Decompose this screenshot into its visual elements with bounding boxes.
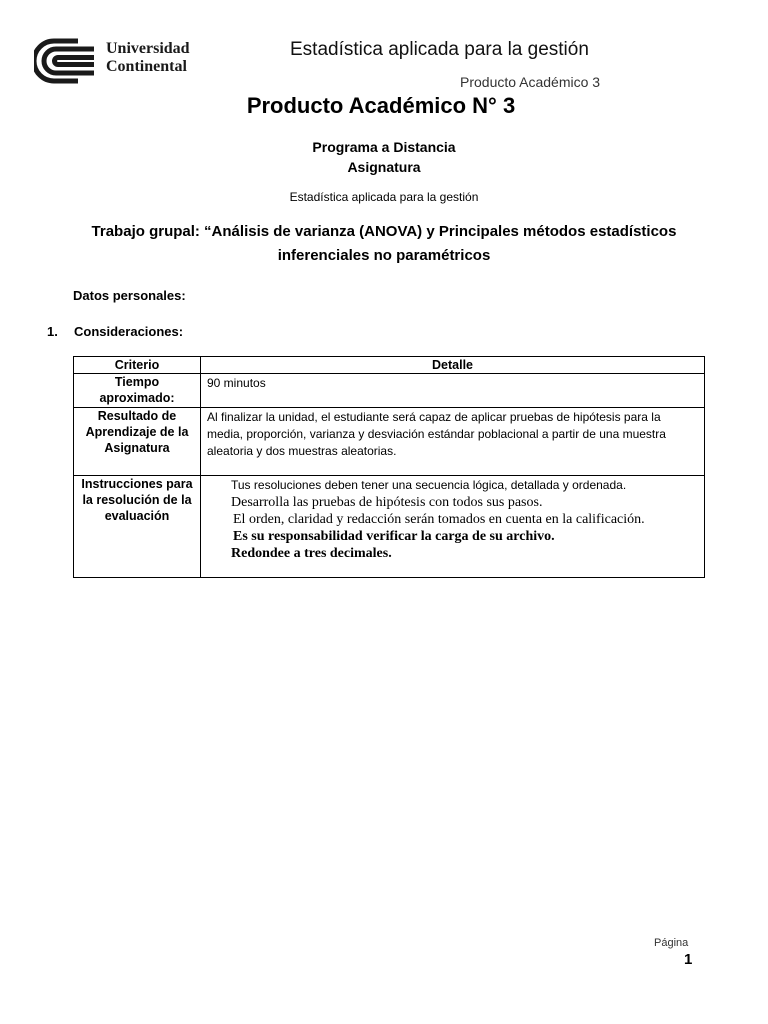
page-label: Página (654, 937, 689, 949)
program-block (0, 137, 768, 177)
table-row (74, 374, 705, 408)
program-line-1: Programa a Distancia (312, 139, 456, 155)
work-title: Trabajo grupal: “Análisis de varianza (ANOVA) y Principales métodos estadísticos inferenciales no paramétricos (91, 223, 677, 264)
criteria-table (73, 356, 705, 578)
detail-cell: Al finalizar la unidad, el estudiante será capaz de aplicar pruebas de hipótesis para la media, proporción, varianza y desviación estándar poblacional a partir de una muestra aleatoria y dos muestras aleatorias. (201, 408, 705, 476)
table-header-detalle: Detalle (201, 357, 705, 374)
list-item: Tus resoluciones deben tener una secuencia lógica, detallada y ordenada. (231, 478, 627, 492)
section-label: Consideraciones: (74, 324, 184, 339)
detail-cell: 90 minutos (201, 374, 705, 408)
table-row (74, 476, 705, 578)
table-header-row (74, 357, 705, 374)
page-title-text: Producto Académico N° 3 (246, 93, 516, 118)
list-item: El orden, claridad y redacción serán tomados en cuenta en la calificación. (233, 512, 645, 527)
detail-cell (201, 476, 705, 578)
logo-line-2: Continental (106, 58, 187, 75)
list-item: Es su responsabilidad verificar la carga de su archivo. (233, 529, 555, 544)
course-title: Estadística aplicada para la gestión (290, 39, 589, 60)
table-header-criterio: Criterio (74, 357, 201, 374)
page-number: 1 (684, 951, 693, 968)
table-row (74, 408, 705, 476)
subject-name: Estadística aplicada para la gestión (289, 190, 479, 204)
section-number: 1. (47, 324, 58, 339)
criterion-cell: Resultado de Aprendizaje de la Asignatura (74, 408, 201, 476)
page-title (0, 93, 768, 119)
logo-emblem-icon (34, 38, 100, 84)
list-item: Desarrolla las pruebas de hipótesis con todos sus pasos. (231, 495, 543, 510)
instructions-list (207, 477, 698, 562)
list-item: Redondee a tres decimales. (231, 546, 392, 561)
logo-line-1: Universidad (106, 40, 190, 57)
program-line-2: Asignatura (347, 159, 421, 175)
product-subtitle: Producto Académico 3 (460, 74, 601, 90)
personal-data-label: Datos personales: (73, 288, 186, 303)
considerations-heading (47, 324, 183, 339)
university-logo (34, 38, 214, 82)
criterion-cell: Tiempo aproximado: (74, 374, 201, 408)
logo-text (106, 40, 190, 76)
criterion-cell: Instrucciones para la resolución de la evaluación (74, 476, 201, 578)
